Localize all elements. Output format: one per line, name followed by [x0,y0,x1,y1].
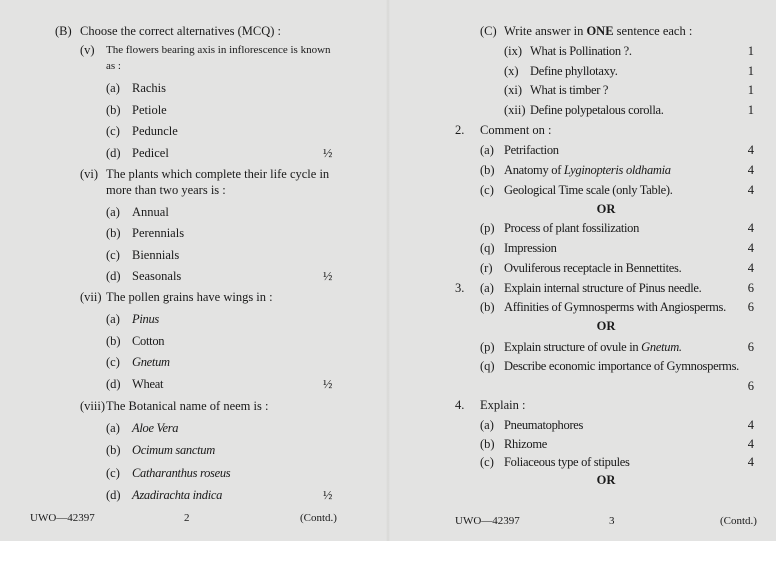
item-text-plain: Explain structure of ovule in [504,340,642,354]
option-text: Wheat [132,376,164,391]
marks: 1 [747,83,754,97]
question-text: The flowers bearing axis in inflorescence is known [106,44,331,56]
footer-code: UWO—42397 [455,515,520,527]
option-text: Petiole [132,102,167,117]
option-text: Gnetum [132,355,170,370]
option-text: Cotton [132,333,165,348]
option-label: (d) [106,268,121,283]
item-number: (b) [480,437,495,451]
option-text: Aloe Vera [132,421,179,435]
marks: 4 [747,241,754,255]
page-fold [386,0,390,541]
item-number: (p) [480,221,495,235]
option-label: (c) [106,247,120,262]
item-text-plain: Anatomy of [504,163,564,177]
marks: ½ [323,487,333,502]
item-text: Define polypetalous corolla. [530,103,664,117]
question-text: as : [106,60,121,72]
item-number: (a) [480,418,494,432]
option-label: (b) [106,226,121,241]
question-text: The pollen grains have wings in : [106,290,273,304]
option-text: Pedicel [132,146,169,161]
marks: 1 [747,103,754,117]
item-text: Foliaceous type of stipules [504,455,630,469]
item-text: Describe economic importance of Gymnosperms. [504,359,739,373]
option-text: Azadirachta indica [132,487,223,502]
option-label: (c) [106,124,120,139]
marks: 4 [747,183,754,197]
item-number: (xi) [504,83,523,97]
item-text: Geological Time scale (only Table). [504,183,673,197]
item-text: Explain internal structure of Pinus needle. [504,281,702,295]
marks: ½ [323,376,333,391]
item-text: Impression [504,241,557,255]
question-title: Explain : [480,398,526,412]
contd-label: (Contd.) [720,515,757,527]
item-text: Rhizome [504,437,548,451]
item-text: What is timber ? [530,83,609,97]
option-text: Annual [132,205,169,219]
option-label: (d) [106,487,121,502]
option-text: Perennials [132,226,185,241]
section-b-label: (B) [55,24,72,38]
section-c-title-part: ONE [586,24,614,38]
item-number: (x) [504,64,519,78]
item-text: Pneumatophores [504,418,584,432]
item-number: (a) [480,143,494,157]
question-number: 3. [455,281,465,295]
item-text: Affinities of Gymnosperms with Angiosperms. [504,300,726,314]
option-label: (c) [106,355,120,370]
option-text: Seasonals [132,268,182,283]
item-number: (c) [480,455,494,469]
item-number: (xii) [504,103,526,117]
marks: 1 [747,44,754,58]
question-number: (viii) [80,399,105,413]
item-text-italic: Gnetum. [641,340,682,354]
option-label: (a) [106,81,120,95]
option-label: (a) [106,205,120,219]
item-number: (b) [480,300,495,314]
section-b-title: Choose the correct alternatives (MCQ) : [80,24,281,38]
item-number: (r) [480,261,493,275]
page-number: 2 [184,512,190,524]
option-label: (b) [106,102,121,117]
item-text: What is Pollination ?. [530,44,632,58]
item-text: Petrifaction [504,143,559,157]
or-divider: OR [596,319,616,333]
section-c-title-part: sentence each : [613,24,693,38]
item-number: (b) [480,163,495,177]
item-text: Ovuliferous receptacle in Bennettites. [504,261,682,275]
marks: 6 [747,300,754,314]
item-number: (a) [480,281,494,295]
option-text: Biennials [132,247,180,262]
marks: 1 [747,64,754,78]
item-number: (c) [480,183,494,197]
question-title: Comment on : [480,123,552,137]
option-label: (d) [106,146,121,161]
contd-label: (Contd.) [300,512,337,524]
marks: 4 [747,221,754,235]
item-number: (q) [480,359,495,373]
question-text: more than two years is : [106,183,226,197]
option-label: (c) [106,465,120,480]
marks: 4 [747,455,754,469]
marks: 4 [747,437,754,451]
option-label: (b) [106,443,121,458]
question-text: The Botanical name of neem is : [106,399,269,413]
footer-code: UWO—42397 [30,512,95,524]
marks: 4 [747,143,754,157]
marks: 6 [747,379,754,393]
marks: 6 [747,281,754,295]
item-text [504,339,682,355]
option-text: Ocimum sanctum [132,443,215,458]
item-number: (ix) [504,44,523,58]
marks: 4 [747,418,754,432]
marks: 4 [747,261,754,275]
question-number: (vii) [80,290,102,304]
item-text: Define phyllotaxy. [530,64,618,78]
item-text [504,162,671,178]
option-label: (d) [106,376,121,391]
option-label: (a) [106,421,120,435]
item-number: (q) [480,241,495,255]
marks: 6 [747,340,754,354]
marks: ½ [323,146,333,161]
option-text: Pinus [132,312,159,326]
marks: ½ [323,268,333,283]
item-text: Process of plant fossilization [504,221,640,235]
option-text: Peduncle [132,124,178,139]
item-text-italic: Lyginopteris oldhamia [563,163,671,177]
option-label: (a) [106,312,120,326]
section-c-label: (C) [480,24,497,38]
page-number: 3 [609,515,615,527]
section-c-title-part: Write answer in [504,24,587,38]
question-number: (vi) [80,167,99,181]
question-number: 2. [455,123,465,137]
option-text: Catharanthus roseus [132,465,231,480]
or-divider: OR [596,473,616,487]
item-number: (p) [480,340,495,354]
marks: 4 [747,163,754,177]
section-c-title [504,23,692,39]
question-text: The plants which complete their life cycle in [106,167,330,181]
option-label: (b) [106,333,121,348]
question-number: (v) [80,43,95,57]
question-number: 4. [455,398,465,412]
option-text: Rachis [132,81,167,95]
or-divider: OR [596,202,616,216]
